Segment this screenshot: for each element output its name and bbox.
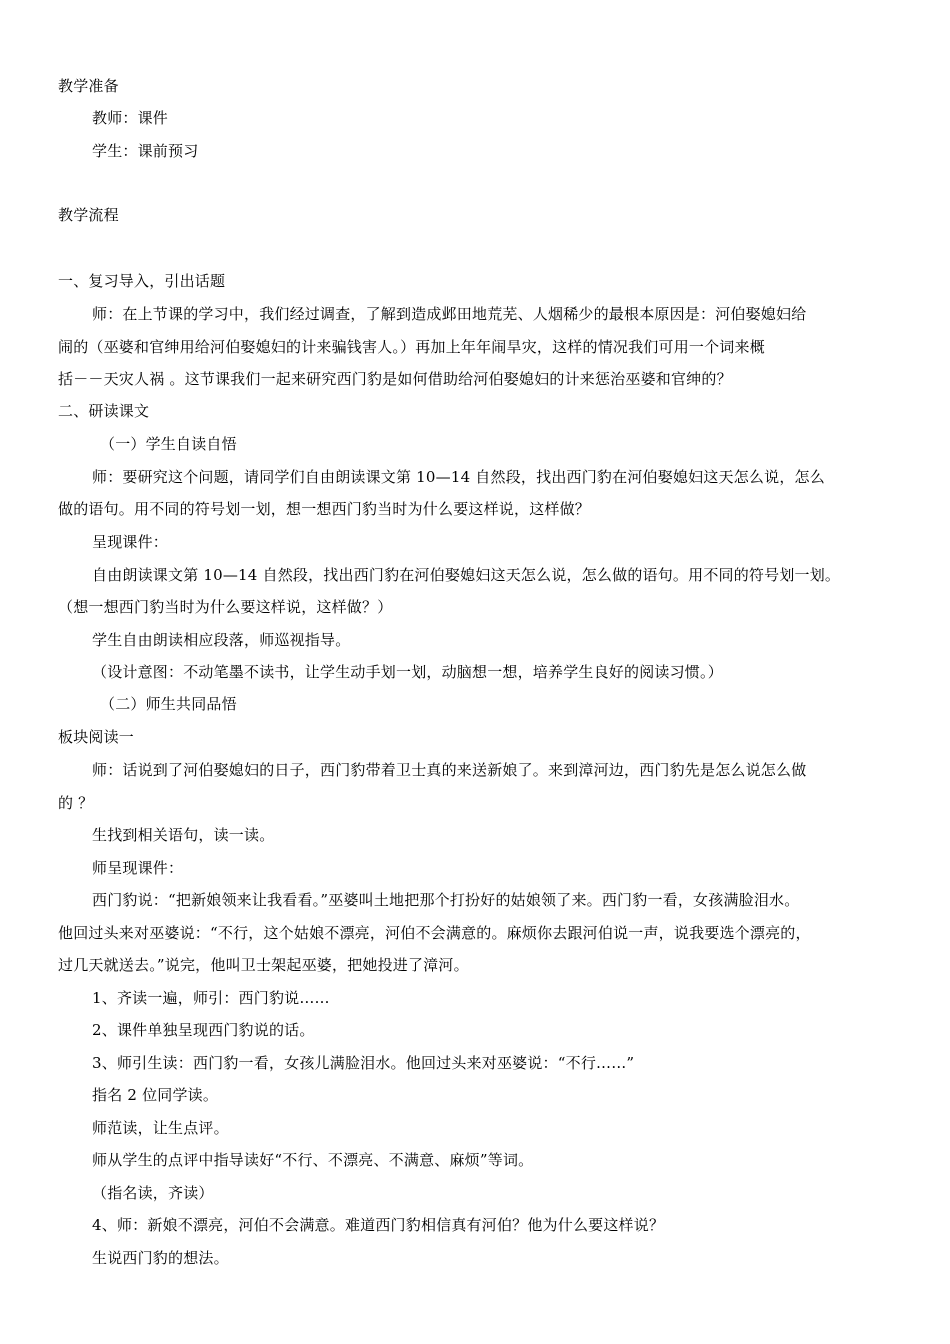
flow-heading: 教学流程 (58, 206, 119, 224)
paragraph4-line2: （想一想西门豹当时为什么要这样说，这样做？） (58, 598, 393, 616)
paragraph10-line2: 他回过头来对巫婆说：“不行，这个姑娘不漂亮，河伯不会满意的。麻烦你去跟河伯说一声，说我要选个漂亮的， (58, 924, 811, 942)
prep-student: 学生：课前预习 (92, 142, 199, 160)
subsection1-heading: （一）学生自读自悟 (100, 435, 237, 453)
paragraph5: 学生自由朗读相应段落，师巡视指导。 (92, 631, 351, 649)
paragraph2-line2: 做的语句。用不同的符号划一划，想一想西门豹当时为什么要这样说，这样做？ (58, 500, 591, 518)
paragraph6: （设计意图：不动笔墨不读书，让学生动手划一划，动脑想一想，培养学生良好的阅读习惯。） (92, 663, 723, 681)
section2-heading: 二、研读课文 (58, 402, 150, 420)
paragraph10-line3: 过几天就送去。”说完，他叫卫士架起巫婆，把她投进了漳河。 (58, 956, 469, 974)
paragraph10-line1: 西门豹说：“把新娘领来让我看看。”巫婆叫土地把那个打扮好的姑娘领了来。西门豹一看，女孩满脸泪水。 (92, 891, 800, 909)
step1: 1、齐读一遍，师引：西门豹说…… (92, 989, 330, 1007)
paragraph1-line3: 括－－天灾人祸 。这节课我们一起来研究西门豹是如何借助给河伯娶媳妇的计来惩治巫婆和官绅的？ (58, 370, 732, 388)
paragraph8: 生找到相关语句，读一读。 (92, 826, 275, 844)
step4-note: 生说西门豹的想法。 (92, 1249, 229, 1267)
paragraph7-line2: 的 ？ (58, 794, 94, 812)
paragraph3: 呈现课件： (92, 533, 169, 551)
prep-teacher: 教师：课件 (92, 109, 169, 127)
block1-heading: 板块阅读一 (58, 728, 135, 746)
paragraph9: 师呈现课件： (92, 859, 184, 877)
paragraph7-line1: 师：话说到了河伯娶媳妇的日子，西门豹带着卫士真的来送新娘了。来到漳河边，西门豹先是怎么说怎么做 (92, 761, 807, 779)
step2: 2、课件单独呈现西门豹说的话。 (92, 1021, 315, 1039)
section1-heading: 一、复习导入，引出话题 (58, 272, 226, 290)
step3-note1: 指名 2 位同学读。 (92, 1086, 219, 1104)
paragraph2-line1: 师：要研究这个问题，请同学们自由朗读课文第 10—14 自然段，找出西门豹在河伯娶媳妇这天怎么说，怎么 (92, 468, 825, 486)
subsection2-heading: （二）师生共同品悟 (100, 695, 237, 713)
step3-note2: 师范读，让生点评。 (92, 1119, 229, 1137)
paragraph1-line1: 师：在上节课的学习中，我们经过调查，了解到造成邺田地荒芜、人烟稀少的最根本原因是：河伯娶媳妇给 (92, 305, 807, 323)
step3-note4: （指名读，齐读） (92, 1184, 214, 1202)
step4: 4、师：新娘不漂亮，河伯不会满意。难道西门豹相信真有河伯？他为什么要这样说？ (92, 1216, 665, 1234)
step3-note3: 师从学生的点评中指导读好“不行、不漂亮、不满意、麻烦”等词。 (92, 1151, 534, 1169)
step3: 3、师引生读：西门豹一看，女孩儿满脸泪水。他回过头来对巫婆说：“不行……” (92, 1054, 635, 1072)
paragraph4-line1: 自由朗读课文第 10—14 自然段，找出西门豹在河伯娶媳妇这天怎么说，怎么做的语句。用不同的符号划一划。 (92, 566, 841, 584)
paragraph1-line2: 闹的（巫婆和官绅用给河伯娶媳妇的计来骗钱害人。）再加上年年闹旱灾，这样的情况我们可用一个词来概 (58, 338, 765, 356)
prep-heading: 教学准备 (58, 77, 119, 95)
